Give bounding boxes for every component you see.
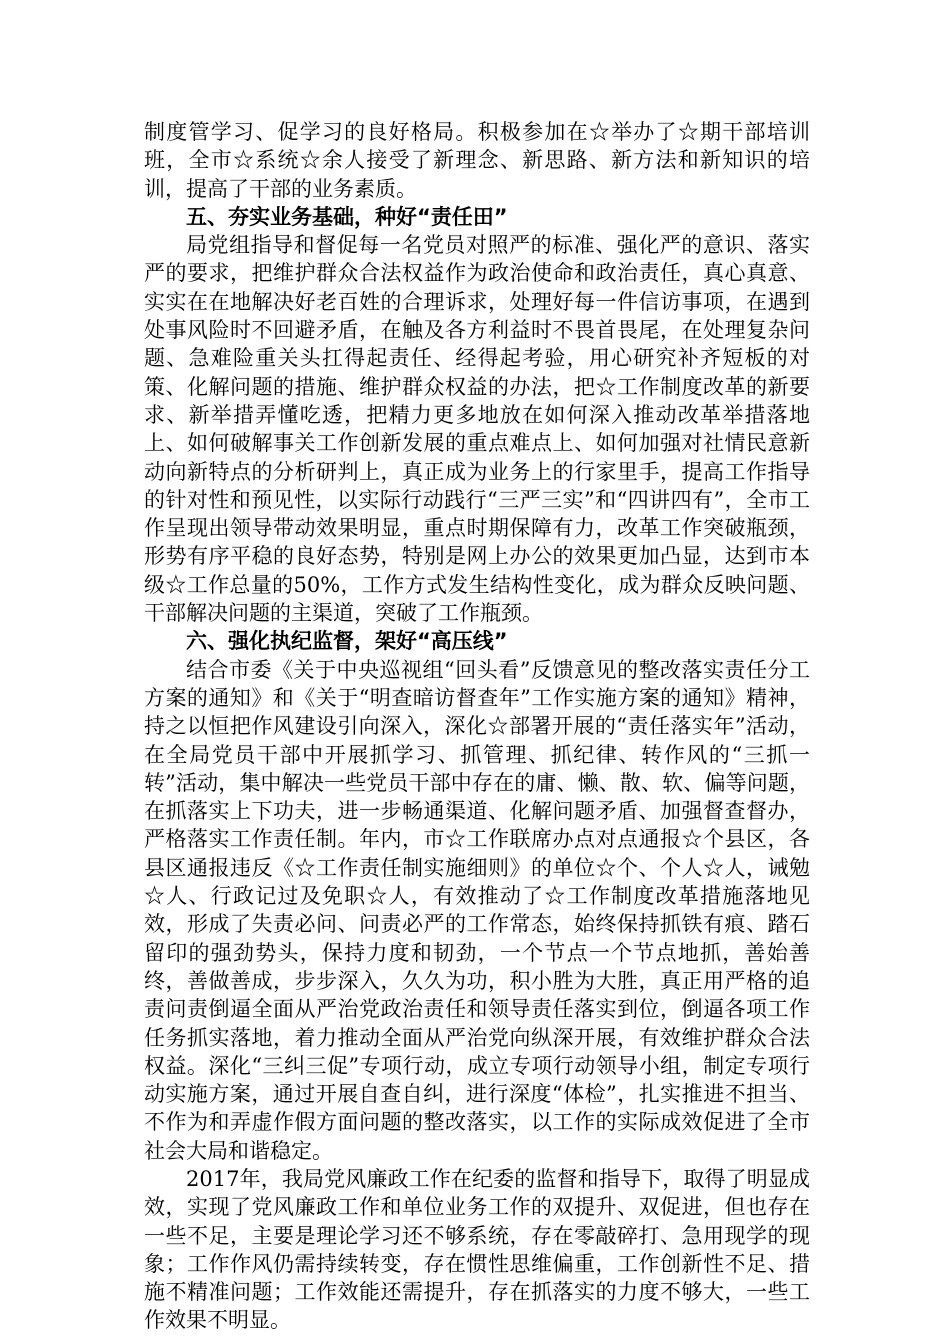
document-page: [144, 118, 810, 1335]
paragraph-section-5: 局党组指导和督促每一名党员对照严的标准、强化严的意识、落实严的要求，把维护群众合法权益作为政治使命和政治责任，真心真意、实实在在地解决好老百姓的合理诉求，处理好每一件信访事项，在遇到处事风险时不回避矛盾，在触及各方利益时不畏首畏尾，在处理复杂问题、急难险重关头扛得起责任、经得起考验，用心研究补齐短板的对策、化解问题的措施、维护群众权益的办法，把☆工作制度改革的新要求、新举措弄懂吃透，把精力更多地放在如何深入推动改革举措落地上、如何破解事关工作创新发展的重点难点上、如何加强对社情民意新动向新特点的分析研判上，真正成为业务上的行家里手，提高工作指导的针对性和预见性，以实际行动践行“三严三实”和“四讲四有”，全市工作呈现出领导带动效果明显，重点时期保障有力，改革工作突破瓶颈，形势有序平稳的良好态势，特别是网上办公的效果更加凸显，达到市本级☆工作总量的50%，工作方式发生结构性变化，成为群众反映问题、干部解决问题的主渠道，突破了工作瓶颈。: [144, 233, 810, 626]
section-heading-5: 五、夯实业务基础，种好“责任田”: [186, 204, 508, 229]
paragraph-summary-2017: 2017年，我局党风廉政工作在纪委的监督和指导下，取得了明显成效，实现了党风廉政工作和单位业务工作的双提升、双促进，但也存在一些不足，主要是理论学习还不够系统，存在零敲碎打、急用现学的现象；工作作风仍需持续转变，存在惯性思维偏重，工作创新性不足、措施不精准问题；工作效能还需提升，存在抓落实的力度不够大，一些工作效果不明显。: [144, 1166, 810, 1333]
paragraph-intro: 制度管学习、促学习的良好格局。积极参加在☆举办了☆期干部培训班，全市☆系统☆余人接受了新理念、新思路、新方法和新知识的培训，提高了干部的业务素质。: [144, 120, 810, 201]
section-heading-6: 六、强化执纪监督，架好“高压线”: [186, 629, 508, 654]
paragraph-section-6: 结合市委《关于中央巡视组“回头看”反馈意见的整改落实责任分工方案的通知》和《关于“明查暗访督查年”工作实施方案的通知》精神，持之以恒把作风建设引向深入，深化☆部署开展的“责任落实年”活动，在全局党员干部中开展抓学习、抓管理、抓纪律、转作风的“三抓一转”活动，集中解决一些党员干部中存在的庸、懒、散、软、偏等问题，在抓落实上下功夫，进一步畅通渠道、化解问题矛盾、加强督查督办，严格落实工作责任制。年内，市☆工作联席办点对点通报☆个县区，各县区通报违反《☆工作责任制实施细则》的单位☆个、个人☆人，诫勉☆人、行政记过及免职☆人，有效推动了☆工作制度改革措施落地见效，形成了失责必问、问责必严的工作常态，始终保持抓铁有痕、踏石留印的强劲势头，保持力度和韧劲，一个节点一个节点地抓，善始善终，善做善成，步步深入，久久为功，积小胜为大胜，真正用严格的追责问责倒逼全面从严治党政治责任和领导责任落实到位，倒逼各项工作任务抓实落地，着力推动全面从严治党向纵深开展，有效维护群众合法权益。深化“三纠三促”专项行动，成立专项行动领导小组，制定专项行动实施方案，通过开展自查自纠，进行深度“体检”，扎实推进不担当、不作为和弄虚作假方面问题的整改落实，以工作的实际成效促进了全市社会大局和谐稳定。: [144, 657, 810, 1163]
